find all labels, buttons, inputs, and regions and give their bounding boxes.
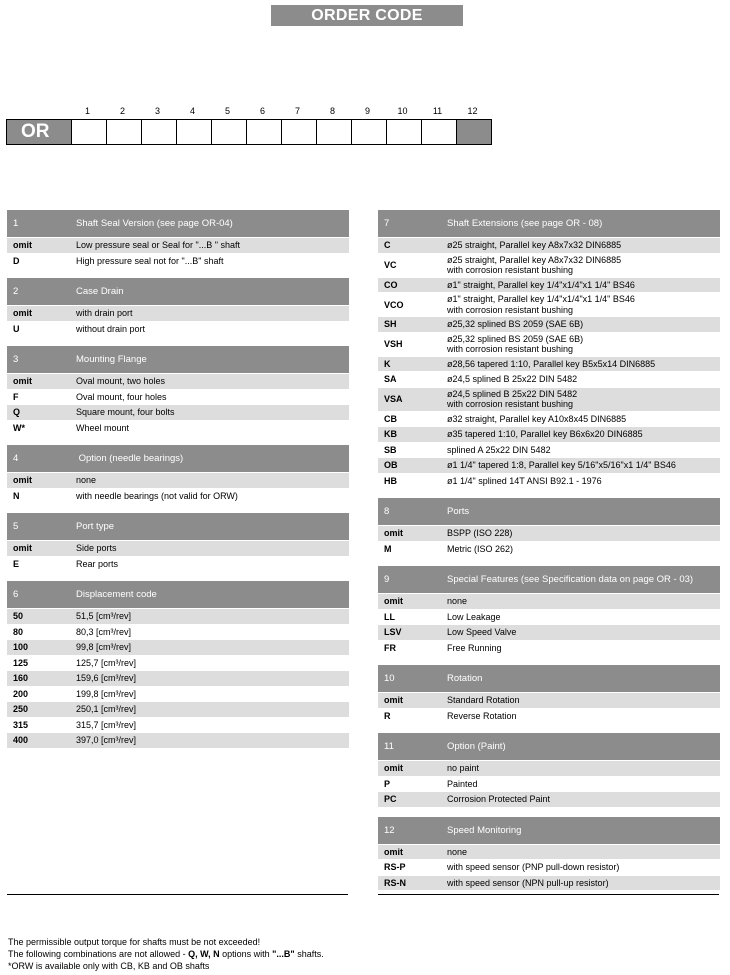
section-number: 7: [384, 218, 390, 229]
description-line: 397,0 [cm³/rev]: [76, 735, 137, 745]
option-description: [76, 558, 349, 571]
table-row: [7, 656, 349, 672]
section-header: [7, 513, 349, 541]
table-row: [378, 474, 720, 490]
section-rows: [7, 238, 349, 269]
table-row: [378, 254, 720, 278]
option-code: K: [384, 358, 391, 369]
option-code: LSV: [384, 627, 402, 638]
code-cell-9: [351, 120, 386, 144]
option-description: [76, 474, 349, 487]
section-number: 12: [384, 824, 395, 836]
section-header: [7, 581, 349, 609]
option-code: omit: [13, 308, 32, 319]
option-code: U: [13, 323, 20, 334]
description-line: Square mount, four bolts: [76, 407, 175, 417]
description-line: with needle bearings (not valid for ORW): [76, 490, 238, 501]
table-row: [378, 876, 720, 892]
table-row: [378, 238, 720, 254]
option-description: [447, 279, 720, 292]
option-code: 200: [13, 688, 29, 699]
section-rows: [7, 541, 349, 572]
option-description: [76, 391, 349, 404]
table-row: [378, 792, 720, 808]
section-1: [7, 210, 349, 269]
description-line: Metric (ISO 262): [447, 543, 514, 554]
option-description: [447, 877, 720, 890]
option-code: omit: [13, 475, 32, 486]
description-line: 51,5 [cm³/rev]: [76, 611, 132, 621]
option-code: F: [13, 391, 19, 402]
option-code: 315: [13, 719, 29, 730]
option-description: [76, 719, 349, 732]
section-4: [7, 445, 349, 504]
description-line: none: [447, 596, 468, 606]
description-line: Rear ports: [76, 558, 119, 569]
divider-left: [7, 894, 348, 895]
section-number: 1: [13, 218, 19, 229]
option-code: HB: [384, 475, 397, 486]
section-rows: [378, 693, 720, 724]
description-line: splined A 25x22 DIN 5482: [447, 444, 551, 455]
option-code: Q: [13, 407, 21, 418]
section-rows: [378, 526, 720, 557]
option-code: 100: [13, 642, 29, 653]
table-row: [7, 238, 349, 254]
option-code: SB: [384, 444, 397, 455]
option-code: P: [384, 778, 391, 789]
section-number: 4: [13, 453, 19, 464]
option-code: FR: [384, 642, 396, 653]
section-6: [7, 581, 349, 749]
description-line: with speed sensor (PNP pull-down resistor): [447, 862, 620, 872]
section-number: 9: [384, 574, 390, 585]
option-code: omit: [13, 376, 32, 387]
code-cell-2: [106, 120, 141, 144]
option-description: [447, 861, 720, 874]
code-cell-4: [176, 120, 211, 144]
description-line: 80,3 [cm³/rev]: [76, 626, 132, 637]
description-line: ø32 straight, Parallel key A10x8x45 DIN6885: [447, 413, 627, 424]
section-title: Speed Monitoring: [447, 824, 522, 836]
option-code: omit: [384, 596, 403, 607]
position-number: 7: [294, 106, 300, 116]
section-3: [7, 346, 349, 436]
description-line: ø25 straight, Parallel key A8x7x32 DIN6885: [447, 240, 622, 250]
section-title: Shaft Seal Version (see page OR-04): [76, 218, 233, 229]
code-cell-1: [71, 120, 106, 144]
left-column: [7, 210, 349, 758]
position-number: 9: [364, 106, 370, 116]
option-description: [76, 490, 349, 503]
position-number: 2: [119, 106, 125, 116]
description-line-2: with corrosion resistant bushing: [447, 304, 574, 315]
description-line: ø28,56 tapered 1:10, Parallel key B5x5x14 DIN6885: [447, 358, 656, 369]
position-number: 10: [397, 106, 408, 116]
option-description: [447, 710, 720, 723]
option-description: [76, 406, 349, 419]
description-line: ø25,32 splined BS 2059 (SAE 6B): [447, 319, 584, 329]
section-title: Special Features (see Specification data on page OR - 03): [447, 574, 694, 585]
table-row: [378, 443, 720, 459]
table-row: [7, 541, 349, 557]
option-description: [76, 542, 349, 555]
option-description: [447, 413, 720, 426]
option-description: [76, 610, 349, 623]
section-title: Rotation: [447, 673, 483, 684]
section-header: [378, 498, 720, 526]
option-description: [447, 254, 720, 277]
table-row: [7, 390, 349, 406]
description-line: ø1 1/4" splined 14T ANSI B92.1 - 1976: [447, 475, 602, 486]
option-code: omit: [13, 240, 32, 251]
table-row: [378, 526, 720, 542]
option-description: [447, 642, 720, 655]
section-title: Ports: [447, 506, 470, 517]
option-description: [447, 543, 720, 556]
table-row: [378, 693, 720, 709]
table-row: [378, 625, 720, 641]
option-description: [76, 734, 349, 747]
table-row: [378, 641, 720, 657]
option-code: PC: [384, 794, 397, 805]
section-number: 11: [384, 741, 394, 752]
option-code: VCO: [384, 299, 404, 310]
table-row: [7, 306, 349, 322]
position-number: 1: [84, 106, 90, 116]
description-line: 159,6 [cm³/rev]: [76, 673, 137, 683]
code-cell-10: [386, 120, 421, 144]
table-row: [378, 388, 720, 412]
position-number: 11: [432, 106, 443, 116]
option-description: [76, 375, 349, 388]
option-code: R: [384, 710, 391, 721]
description-line: 99,8 [cm³/rev]: [76, 642, 132, 652]
section-title: Mounting Flange: [76, 354, 147, 365]
description-line: Standard Rotation: [447, 695, 520, 705]
table-row: [7, 733, 349, 749]
option-code: 160: [13, 673, 29, 684]
code-cell-6: [246, 120, 281, 144]
section-rows: [7, 306, 349, 337]
table-row: [378, 372, 720, 388]
option-code: LL: [384, 611, 395, 622]
table-row: [7, 625, 349, 641]
section-header: [7, 346, 349, 374]
description-line-2: with corrosion resistant bushing: [447, 344, 574, 354]
description-line: 250,1 [cm³/rev]: [76, 704, 137, 714]
option-code: 50: [13, 611, 24, 622]
code-cell-7: [281, 120, 316, 144]
description-line: ø1" straight, Parallel key 1/4"x1/4"x1 1/4" BS46: [447, 279, 635, 290]
option-description: [447, 793, 720, 806]
table-row: [378, 293, 720, 317]
description-line: ø25 straight, Parallel key A8x7x32 DIN6885: [447, 254, 622, 265]
section-9: [378, 566, 720, 656]
option-description: [447, 846, 720, 859]
description-line: without drain port: [76, 323, 146, 334]
table-row: [378, 278, 720, 294]
section-header: [7, 210, 349, 238]
option-code: 250: [13, 704, 29, 715]
description-line: Oval mount, four holes: [76, 391, 167, 402]
description-line: Low Speed Valve: [447, 627, 517, 637]
option-description: [447, 373, 720, 386]
option-description: [76, 657, 349, 670]
description-line: Low Leakage: [447, 611, 501, 622]
position-number: 5: [224, 106, 230, 116]
table-row: [7, 489, 349, 505]
section-7: [378, 210, 720, 489]
option-description: [447, 475, 720, 488]
table-row: [378, 594, 720, 610]
section-rows: [7, 374, 349, 436]
position-number: 8: [329, 106, 335, 116]
section-rows: [7, 473, 349, 504]
option-code: KB: [384, 429, 397, 440]
option-code: omit: [384, 763, 403, 774]
option-code: C: [384, 240, 391, 251]
code-cell-11: [421, 120, 456, 144]
description-line: Reverse Rotation: [447, 710, 517, 721]
description-line: 125,7 [cm³/rev]: [76, 657, 137, 668]
section-2: [7, 278, 349, 337]
section-title: Displacement code: [76, 589, 157, 600]
option-code: SH: [384, 319, 397, 330]
option-code: VC: [384, 260, 397, 270]
description-line: Oval mount, two holes: [76, 376, 166, 386]
option-description: [447, 694, 720, 707]
description-line: BSPP (ISO 228): [447, 528, 513, 538]
section-title: Option (Paint): [447, 741, 506, 752]
description-line: ø1 1/4" tapered 1:8, Parallel key 5/16"x5/16"x1 1/4" BS46: [447, 460, 676, 470]
description-line: Wheel mount: [76, 422, 130, 433]
option-description: [447, 388, 720, 411]
section-header: [378, 566, 720, 594]
section-5: [7, 513, 349, 572]
description-line: Free Running: [447, 642, 502, 653]
section-header: [7, 445, 349, 473]
description-line-2: with corrosion resistant bushing: [447, 265, 574, 275]
table-row: [378, 777, 720, 793]
position-number: 12: [467, 106, 478, 116]
section-10: [378, 665, 720, 724]
table-row: [7, 421, 349, 437]
table-row: [7, 718, 349, 734]
position-number: 4: [189, 106, 195, 116]
option-description: [447, 762, 720, 775]
code-cell-12: [456, 120, 491, 144]
option-description: [447, 293, 720, 316]
table-row: [7, 671, 349, 687]
section-number: 8: [384, 506, 390, 517]
section-title: Shaft Extensions (see page OR - 08): [447, 218, 603, 229]
section-number: 6: [13, 589, 19, 600]
divider-right: [378, 894, 719, 895]
code-prefix: OR: [7, 120, 71, 144]
option-description: [447, 626, 720, 639]
table-row: [7, 322, 349, 338]
option-code: SA: [384, 374, 397, 385]
option-description: [447, 595, 720, 608]
option-code: W*: [13, 422, 25, 433]
option-code: CO: [384, 279, 398, 290]
section-title: Case Drain: [76, 286, 124, 297]
description-line-2: with corrosion resistant bushing: [447, 399, 574, 409]
section-12: [378, 817, 720, 892]
option-code: N: [13, 490, 20, 501]
option-code: omit: [384, 528, 403, 539]
table-row: [7, 687, 349, 703]
table-row: [378, 357, 720, 373]
note-orw: *ORW is available only with CB, KB and OB shafts: [8, 961, 210, 971]
description-line: Low pressure seal or Seal for "...B " shaft: [76, 240, 240, 250]
section-title: Port type: [76, 521, 115, 532]
option-description: [447, 778, 720, 791]
option-description: [447, 444, 720, 457]
section-header: [378, 817, 720, 845]
option-description: [76, 239, 349, 252]
option-code: omit: [384, 846, 403, 857]
table-row: [7, 640, 349, 656]
option-description: [76, 703, 349, 716]
position-number: 3: [154, 106, 160, 116]
option-description: [447, 428, 720, 441]
note-combinations: The following combinations are not allowed - Q, W, N options with "...B" shafts.: [8, 949, 324, 959]
description-line: ø25,32 splined BS 2059 (SAE 6B): [447, 333, 584, 344]
position-number: 6: [259, 106, 265, 116]
table-row: [378, 761, 720, 777]
description-line: 199,8 [cm³/rev]: [76, 688, 137, 699]
option-code: VSA: [384, 394, 403, 404]
description-line: ø35 tapered 1:10, Parallel key B6x6x20 DIN6885: [447, 429, 643, 439]
option-code: RS-N: [384, 877, 406, 888]
table-row: [7, 254, 349, 270]
option-description: [447, 318, 720, 331]
option-description: [76, 422, 349, 435]
option-description: [447, 611, 720, 624]
option-code: CB: [384, 413, 397, 424]
table-row: [378, 709, 720, 725]
description-line: none: [447, 846, 468, 857]
description-line: no paint: [447, 763, 480, 773]
option-code: M: [384, 543, 392, 554]
option-description: [447, 527, 720, 540]
section-header: [378, 210, 720, 238]
section-rows: [378, 238, 720, 489]
option-description: [76, 323, 349, 336]
option-description: [76, 688, 349, 701]
option-code: omit: [384, 695, 403, 706]
section-header: [7, 278, 349, 306]
section-rows: [378, 845, 720, 892]
table-row: [378, 860, 720, 876]
description-line: High pressure seal not for "...B" shaft: [76, 255, 224, 266]
section-11: [378, 733, 720, 808]
section-title: Option (needle bearings): [76, 453, 184, 464]
option-code: OB: [384, 460, 398, 471]
section-number: 5: [13, 521, 19, 532]
description-line: 315,7 [cm³/rev]: [76, 719, 137, 730]
section-8: [378, 498, 720, 557]
option-code: E: [13, 558, 20, 569]
description-line: ø24,5 splined B 25x22 DIN 5482: [447, 388, 578, 399]
option-description: [76, 307, 349, 320]
code-cell-5: [211, 120, 246, 144]
option-description: [447, 358, 720, 371]
section-rows: [7, 609, 349, 749]
option-description: [76, 672, 349, 685]
section-number: 10: [384, 673, 395, 684]
option-code: 400: [13, 735, 29, 746]
table-row: [7, 702, 349, 718]
description-line: Corrosion Protected Paint: [447, 794, 551, 804]
description-line: Painted: [447, 778, 478, 789]
option-description: [447, 239, 720, 252]
option-description: [76, 255, 349, 268]
table-row: [7, 609, 349, 625]
table-row: [378, 458, 720, 474]
option-code: 125: [13, 657, 29, 668]
table-row: [7, 473, 349, 489]
table-row: [378, 412, 720, 428]
section-number: 2: [13, 286, 19, 297]
option-description: [447, 459, 720, 472]
table-row: [378, 333, 720, 357]
section-header: [378, 665, 720, 693]
table-row: [378, 845, 720, 861]
option-code: omit: [13, 543, 32, 554]
table-row: [378, 317, 720, 333]
footnotes: [8, 936, 324, 972]
section-rows: [378, 594, 720, 656]
description-line: ø1" straight, Parallel key 1/4"x1/4"x1 1/4" BS46: [447, 294, 635, 304]
section-rows: [378, 761, 720, 808]
code-cell-8: [316, 120, 351, 144]
option-code: 80: [13, 626, 24, 637]
description-line: ø24,5 splined B 25x22 DIN 5482: [447, 374, 578, 384]
description-line: with speed sensor (NPN pull-up resistor): [447, 877, 609, 888]
table-row: [378, 610, 720, 626]
section-header: [378, 733, 720, 761]
table-row: [7, 557, 349, 573]
section-number: 3: [13, 354, 19, 365]
option-code: RS-P: [384, 862, 406, 873]
option-description: [76, 626, 349, 639]
table-row: [378, 542, 720, 558]
description-line: with drain port: [76, 308, 133, 318]
order-code-bar: [6, 119, 492, 145]
table-row: [7, 374, 349, 390]
page-title: ORDER CODE: [271, 5, 463, 26]
option-code: VSH: [384, 339, 403, 349]
table-row: [7, 405, 349, 421]
option-description: [76, 641, 349, 654]
table-row: [378, 427, 720, 443]
right-column: [378, 210, 720, 900]
note-torque: The permissible output torque for shafts must be not exceeded!: [8, 937, 261, 947]
option-code: D: [13, 255, 20, 266]
option-description: [447, 333, 720, 356]
description-line: none: [76, 475, 97, 485]
description-line: Side ports: [76, 543, 117, 553]
code-cell-3: [141, 120, 176, 144]
